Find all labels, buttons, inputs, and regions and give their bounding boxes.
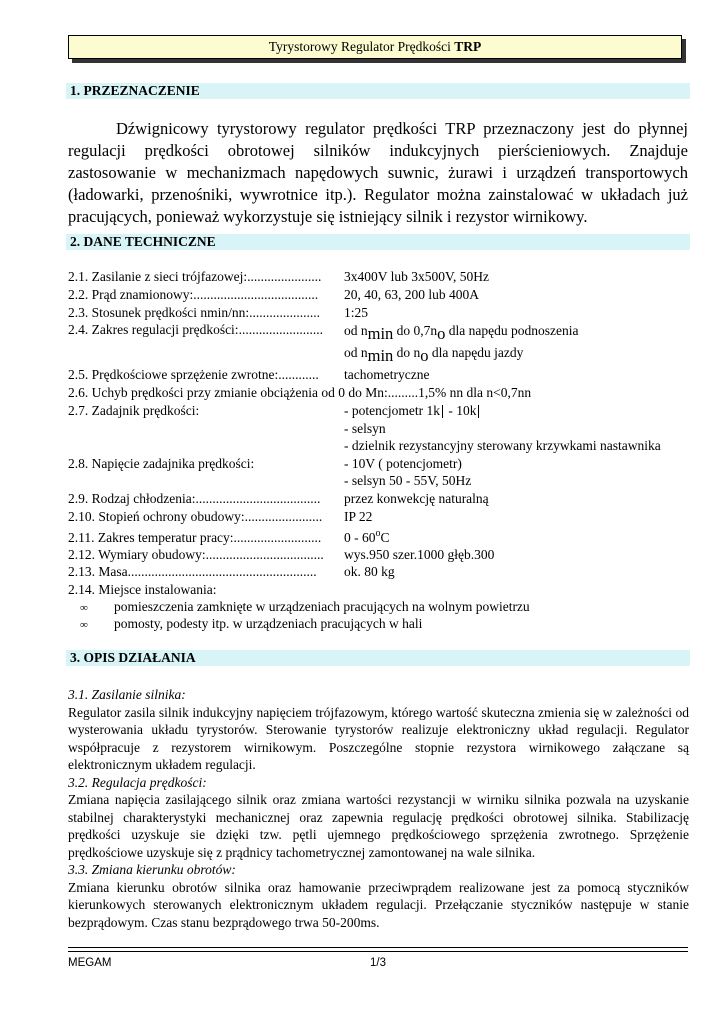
ohm-bar-icon: [442, 405, 443, 418]
tech-row: [68, 286, 479, 304]
tech-value: - selsyn 50 - 55V, 50Hz: [344, 473, 472, 488]
tech-value: - potencjometr 1k - 10k: [344, 402, 481, 420]
tech-value: 1:25: [344, 305, 369, 320]
tech-value: 0 - 60$^o$C: [344, 528, 390, 545]
document-title-box: [68, 35, 682, 59]
tech-label: 2.10. Stopień ochrony obudowy:.......................: [68, 509, 323, 524]
tech-value: - 10V ( potencjometr): [344, 456, 462, 471]
tech-value: wys.950 szer.1000 głęb.300: [344, 547, 495, 562]
tech-value: - dzielnik rezystancyjny sterowany krzywkami nastawnika: [344, 438, 661, 453]
tech-label: 2.7. Zadajnik prędkości:: [68, 403, 200, 418]
list-item-text: pomieszczenia zamknięte w urządzeniach pracujących na wolnym powietrzu: [114, 599, 530, 614]
subsection-heading: 3.1. Zasilanie silnika:: [68, 687, 186, 702]
tech-label: 2.5. Prędkościowe sprzężenie zwrotne:............: [68, 367, 319, 382]
subsection-heading: 3.2. Regulacja prędkości:: [68, 774, 207, 790]
tech-row: [68, 490, 489, 508]
subsection-paragraph: Zmiana kierunku obrotów silnika oraz hamowanie przeciwprądem realizowane jest za pomocą styczników kierunkowych sterowanych elektronicznym układem regulacji. Przełączanie styczników następuje w stanie bezprądowym. Czas stanu bezprądowego trwa 50-200ms.: [68, 879, 689, 930]
tech-label: 2.1. Zasilanie z sieci trójfazowej:......................: [68, 269, 322, 284]
tech-row: [68, 528, 390, 547]
tech-row: [68, 581, 216, 599]
tech-value: przez konwekcję naturalną: [344, 491, 489, 506]
operation-description: [68, 686, 689, 931]
infinity-bullet-icon: ∞: [80, 619, 88, 631]
tech-value: tachometryczne: [344, 367, 430, 382]
tech-row: [68, 508, 373, 526]
list-item: [80, 615, 422, 634]
subsection-paragraph: Zmiana napięcia zasilającego silnik oraz zmiana wartości rezystancji w wirniku silnika pozwala na uzyskanie stabilnej charakterystyki mechanicznej oraz zapewnia regulację prędkości obrotowej silnika. Stabilizację prędkości uzyskuje sie dzięki tzw. pętli ujemnego prędkościowego sprzężenia zwrotnego. Sprzężenie prędkościowe uzyskuje się z prądnicy tachometrycznej zamontowanej na wale silnika.: [68, 792, 689, 860]
section-heading-purpose: 1. PRZEZNACZENIE: [66, 83, 690, 99]
tech-row: [68, 455, 462, 473]
tech-label: 2.11. Zakres temperatur pracy:..........................: [68, 530, 322, 545]
infinity-bullet-icon: ∞: [80, 602, 88, 614]
tech-value: od nmin do no dla napędu jazdy: [344, 345, 524, 365]
tech-label: 2.9. Rodzaj chłodzenia:.....................................: [68, 491, 321, 506]
tech-label: 2.14. Miejsce instalowania:: [68, 582, 217, 597]
document-title: Tyrystorowy Regulator Prędkości: [268, 39, 455, 54]
tech-label: 2.3. Stosunek prędkości nmin/nn:.....................: [68, 305, 320, 320]
subsection-paragraph: Regulator zasila silnik indukcyjny napięciem trójfazowym, którego wartość skuteczna zmienia się w zależności od wysterowania układu tyrystorów. Sterowanie tyrystorów realizuje elektroniczny układ regulacji. Regulator współpracuje z rezystorem wirnikowym. Poszczególne stopnie rezystora wirnikowego załączane są elektronicznym układem regulacji.: [68, 704, 689, 772]
tech-row: [68, 563, 395, 581]
section-heading-operation: 3. OPIS DZIAŁANIA: [66, 650, 690, 666]
tech-value: 20, 40, 63, 200 lub 400A: [344, 287, 479, 302]
subsection-heading: 3.3. Zmiana kierunku obrotów:: [68, 862, 236, 877]
tech-row: [68, 366, 430, 384]
tech-value: 3x400V lub 3x500V, 50Hz: [344, 269, 490, 284]
tech-label: 2.8. Napięcie zadajnika prędkości:: [68, 456, 255, 471]
tech-label: 2.12. Wymiary obudowy:...................................: [68, 547, 324, 562]
tech-label: 2.13. Masa........................................................: [68, 564, 317, 579]
document-title-bold: TRP: [454, 39, 482, 54]
tech-row: [68, 384, 531, 402]
tech-row: [68, 546, 495, 564]
page-number: 1/3: [370, 957, 386, 969]
ohm-bar-icon: [478, 405, 479, 418]
tech-label: 2.2. Prąd znamionowy:.....................................: [68, 287, 319, 302]
footer-divider: [68, 951, 688, 952]
list-item-text: pomosty, podesty itp. w urządzeniach pracujących w hali: [114, 616, 423, 631]
tech-row: [68, 304, 369, 322]
section-heading-technical-data: 2. DANE TECHNICZNE: [66, 234, 690, 250]
footer-company: MEGAM: [68, 957, 112, 969]
tech-row: [68, 402, 477, 420]
tech-row: [68, 268, 490, 286]
tech-full-row: 2.6. Uchyb prędkości przy zmianie obciążenia od 0 do Mn:.........1,5% nn dla n<0,7nn: [68, 385, 532, 400]
tech-row: [68, 321, 579, 343]
intro-paragraph: Dźwignicowy tyrystorowy regulator prędkości TRP przeznaczony jest do płynnej regulacji prędkości obrotowej silników indukcyjnych pierścieniowych. Znajduje zastosowanie w mechanizmach napędowych suwnic, żurawi i urządzeń transportowych (ładowarki, przenośniki, wywrotnice itp.). Regulator można zainstalować w układach już pracujących, ponieważ wykorzystuje się istniejący silnik i rezystor wirnikowy.: [68, 119, 688, 226]
tech-value: ok. 80 kg: [344, 564, 395, 579]
footer-divider: [68, 947, 688, 948]
tech-value: od nmin do 0,7no dla napędu podnoszenia: [344, 323, 579, 343]
tech-value: - selsyn: [344, 421, 386, 436]
tech-value: IP 22: [344, 509, 373, 524]
tech-label: 2.4. Zakres regulacji prędkości:.........................: [68, 322, 323, 337]
